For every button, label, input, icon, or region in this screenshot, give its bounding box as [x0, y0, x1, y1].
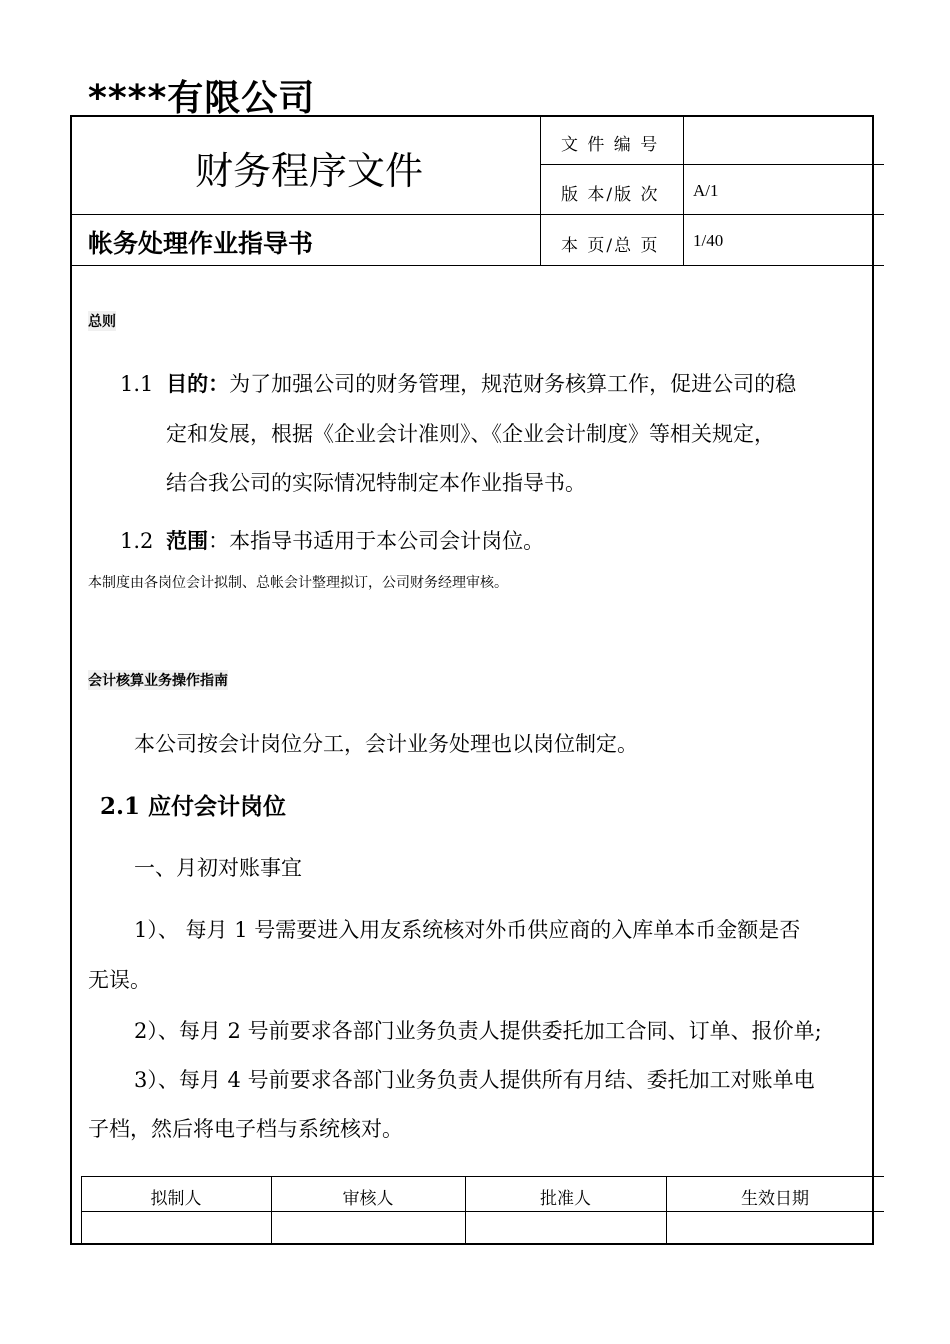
purpose-line-1: 为了加强公司的财务管理，规范财务核算工作，促进公司的稳: [229, 372, 797, 396]
subheading-ap-accountant: 2.1 应付会计岗位: [100, 793, 287, 820]
meta-label-doc-number: 文 件 编 号: [561, 135, 660, 155]
signoff-value-approver[interactable]: [465, 1218, 666, 1240]
header-divider: [71, 214, 884, 215]
section-heading-general: 总则: [88, 311, 116, 331]
signoff-header-effective-date: 生效日期: [741, 1189, 809, 1209]
signoff-header-approver: 批准人: [540, 1189, 591, 1209]
section2-intro: 本公司按会计岗位分工，会计业务处理也以岗位制定。: [134, 732, 638, 756]
signoff-border: [81, 1211, 884, 1212]
doc-title: 帐务处理作业指导书: [88, 229, 314, 258]
scope-paragraph: [120, 525, 544, 555]
header-divider: [71, 265, 884, 266]
signoff-header-reviewer: 审核人: [342, 1189, 394, 1209]
meta-label-page: 本 页/总 页: [561, 236, 660, 256]
company-name: ****有限公司: [88, 78, 316, 119]
signoff-value-drafter[interactable]: [81, 1218, 271, 1240]
header-divider: [540, 164, 884, 165]
item-1-line-1: 1）、 每月 1 号需要进入用友系统核对外币供应商的入库单本币金额是否: [134, 918, 801, 942]
purpose-line-3: 结合我公司的实际情况特制定本作业指导书。: [166, 471, 586, 495]
scope-label: 范围: [166, 528, 209, 553]
meta-label-version: 版 本/版 次: [561, 185, 660, 205]
purpose-paragraph: [120, 368, 796, 398]
signoff-value-reviewer[interactable]: [271, 1218, 465, 1240]
purpose-line-2: 定和发展，根据《企业会计准则》、《企业会计制度》等相关规定，: [166, 422, 775, 446]
meta-value-page: 1/40: [693, 231, 724, 250]
header-divider: [683, 116, 684, 265]
approval-note: 本制度由各岗位会计拟制、总帐会计整理拟订，公司财务经理审核。: [88, 575, 508, 591]
item-3-line-2: 子档，然后将电子档与系统核对。: [88, 1117, 403, 1141]
scope-text: ：本指导书适用于本公司会计岗位。: [208, 529, 545, 553]
scope-number: 1.2: [120, 529, 154, 553]
purpose-label: 目的：: [166, 371, 230, 396]
meta-value-version: A/1: [693, 181, 719, 200]
item-title: 一、月初对账事宜: [134, 856, 302, 880]
doc-type: 财务程序文件: [195, 149, 424, 193]
signoff-value-effective-date[interactable]: [666, 1218, 884, 1240]
section-heading-guide: 会计核算业务操作指南: [88, 670, 228, 690]
signoff-header-drafter: 拟制人: [150, 1189, 202, 1209]
item-1-line-2: 无误。: [88, 968, 151, 992]
signoff-border: [81, 1176, 884, 1177]
purpose-number: 1.1: [120, 372, 154, 396]
header-divider: [540, 116, 541, 265]
item-3-line-1: 3）、每月 4 号前要求各部门业务负责人提供所有月结、委托加工对账单电: [134, 1068, 815, 1092]
item-2: 2）、每月 2 号前要求各部门业务负责人提供委托加工合同、订单、报价单;: [134, 1019, 822, 1043]
